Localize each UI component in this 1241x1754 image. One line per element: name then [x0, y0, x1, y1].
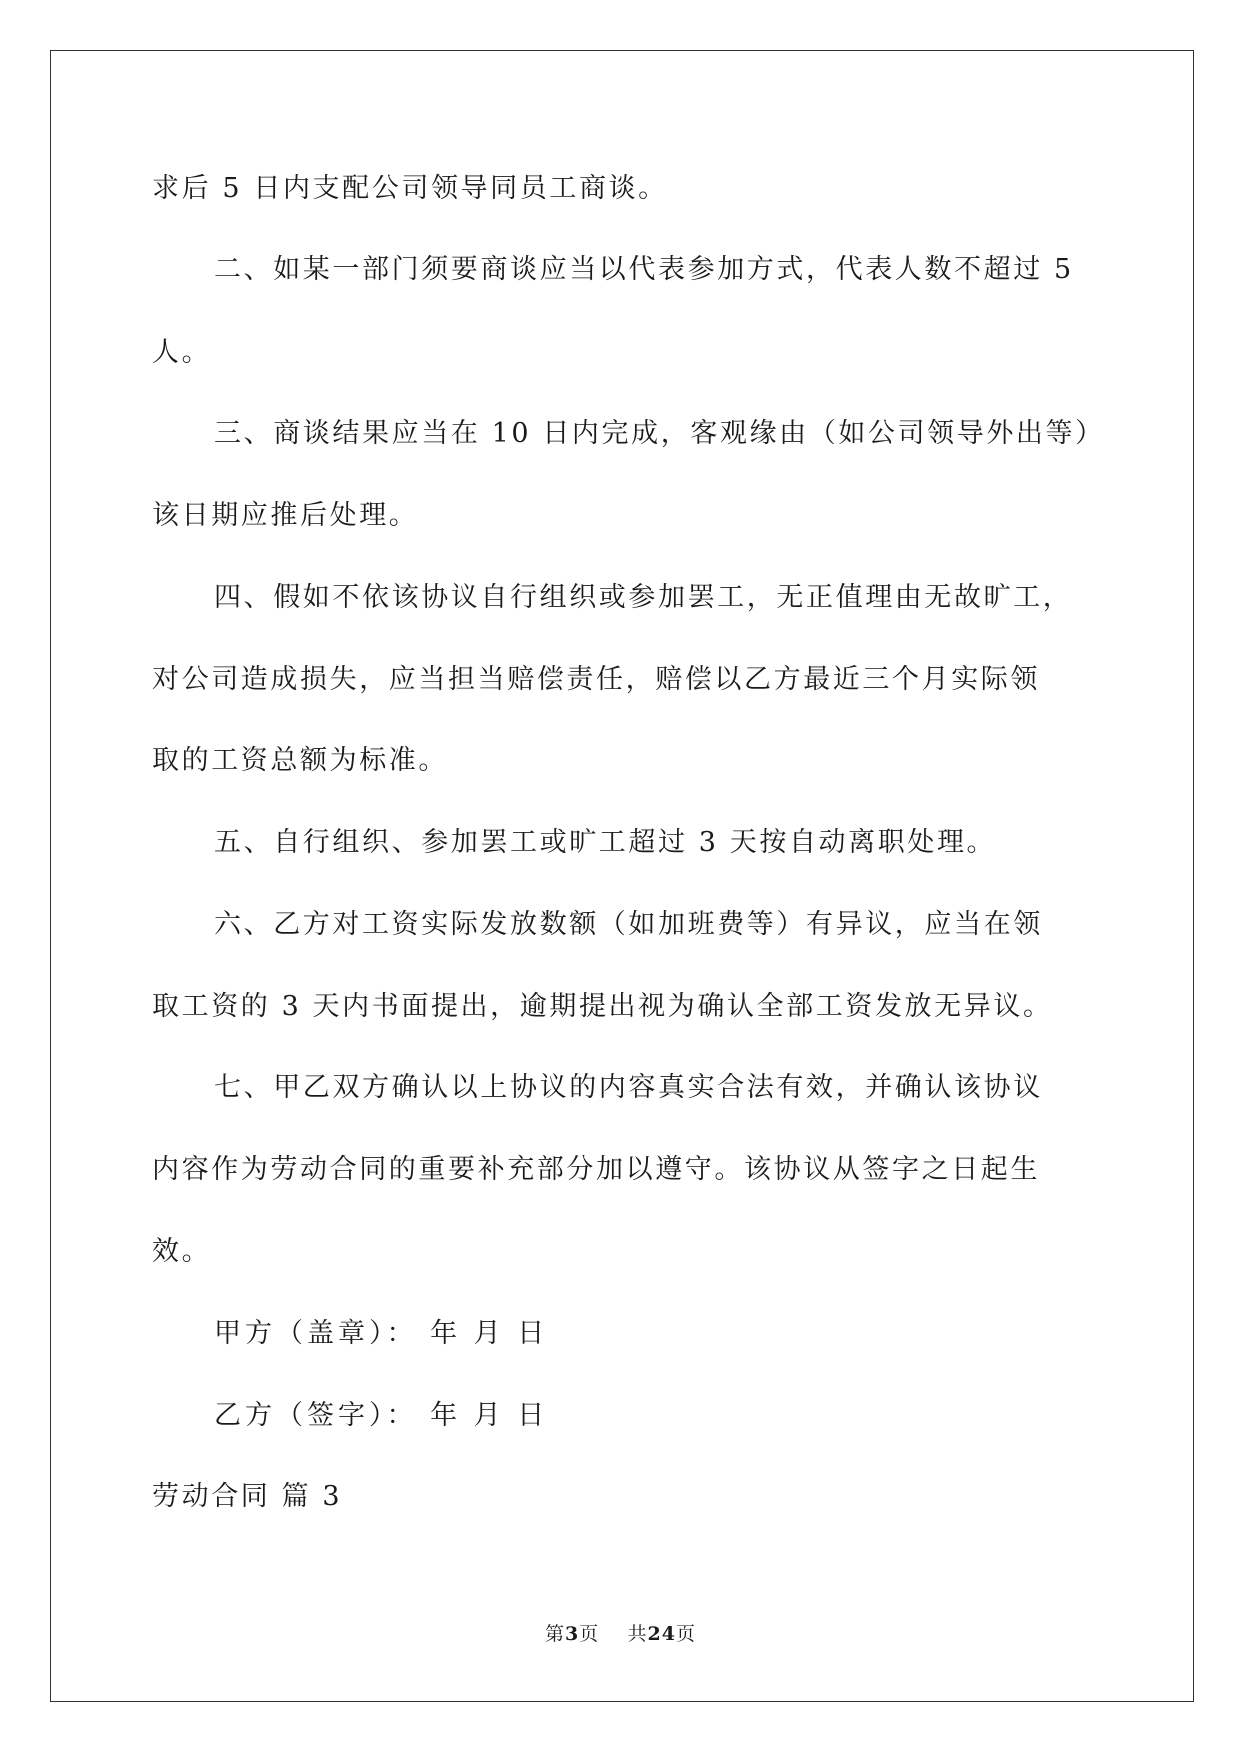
total-suffix: 页	[675, 1623, 696, 1645]
total-pages: 24	[647, 1623, 676, 1645]
section-heading: 劳动合同 篇 3	[152, 1481, 343, 1512]
paragraph-line: 七、甲乙双方确认以上协议的内容真实合法有效，并确认该协议	[214, 1072, 1043, 1103]
signature-party-a: 甲方（盖章）： 年 月 日	[214, 1318, 549, 1349]
page-prefix: 第	[545, 1623, 566, 1645]
paragraph-line: 六、乙方对工资实际发放数额（如加班费等）有异议，应当在领	[214, 909, 1043, 940]
page-suffix: 页	[579, 1623, 600, 1645]
paragraph-line: 对公司造成损失，应当担当赔偿责任，赔偿以乙方最近三个月实际领	[152, 664, 1040, 695]
page-number: 3	[565, 1623, 580, 1645]
paragraph-line: 求后 5 日内支配公司领导同员工商谈。	[152, 173, 668, 204]
page-footer	[0, 1622, 1241, 1646]
paragraph-line: 该日期应推后处理。	[152, 500, 419, 531]
paragraph-line: 内容作为劳动合同的重要补充部分加以遵守。该协议从签字之日起生	[152, 1154, 1040, 1185]
paragraph-line: 三、商谈结果应当在 10 日内完成，客观缘由（如公司领导外出等）	[214, 418, 1105, 449]
page-border	[50, 50, 1194, 1702]
paragraph-line: 人。	[152, 337, 212, 368]
paragraph-line: 效。	[152, 1236, 212, 1267]
paragraph-line: 二、如某一部门须要商谈应当以代表参加方式，代表人数不超过 5	[214, 254, 1074, 285]
paragraph-line: 四、假如不依该协议自行组织或参加罢工，无正值理由无故旷工，	[214, 582, 1073, 613]
paragraph-line: 取的工资总额为标准。	[152, 745, 448, 776]
paragraph-line: 五、自行组织、参加罢工或旷工超过 3 天按自动离职处理。	[214, 827, 997, 858]
signature-party-b: 乙方（签字）： 年 月 日	[214, 1400, 549, 1431]
paragraph-line: 取工资的 3 天内书面提出，逾期提出视为确认全部工资发放无异议。	[152, 991, 1053, 1022]
total-prefix: 共	[627, 1623, 648, 1645]
